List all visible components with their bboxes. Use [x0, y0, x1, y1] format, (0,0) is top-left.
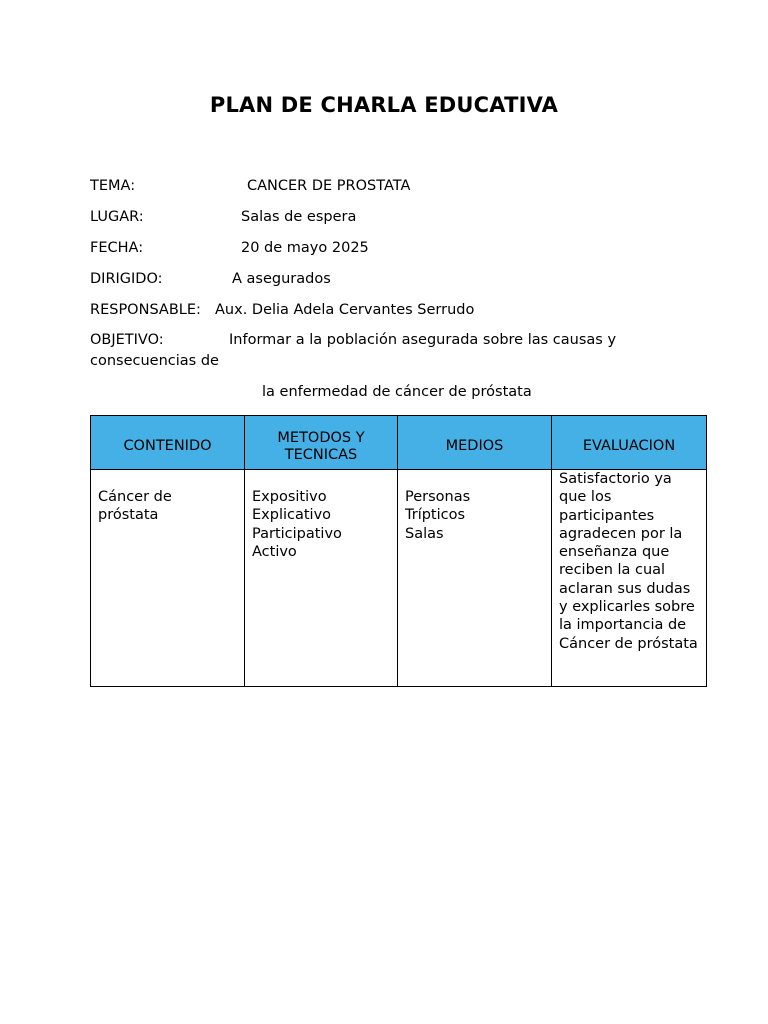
field-label: TEMA:: [90, 178, 136, 194]
cell-line: Trípticos: [405, 507, 466, 524]
objective-line3: la enfermedad de cáncer de próstata: [262, 384, 532, 400]
document-title: PLAN DE CHARLA EDUCATIVA: [209, 93, 559, 117]
field-label: DIRIGIDO:: [90, 271, 163, 287]
field-objetivo: [90, 330, 650, 372]
field-value: CANCER DE PROSTATA: [247, 178, 411, 194]
cell-line: Cáncer de: [98, 489, 172, 505]
table-row: [91, 470, 707, 687]
field-label: OBJETIVO:: [90, 332, 164, 348]
cell-contenido: [91, 470, 245, 687]
cell-metodos: [245, 470, 398, 687]
header-evaluacion: EVALUACION: [552, 416, 707, 470]
cell-line: Explicativo: [252, 507, 332, 524]
field-label: FECHA:: [90, 240, 144, 256]
evaluation-text: Satisfactorio ya que los participantes agradecen por la enseñanza que reciben la cual aclaran sus dudas y explicarles sobre la importancia de Cáncer de próstata: [559, 471, 698, 652]
field-value: Salas de espera: [241, 209, 357, 225]
field-label: LUGAR:: [90, 209, 144, 225]
field-value: A asegurados: [232, 271, 331, 287]
field-value: 20 de mayo 2025: [241, 240, 369, 256]
cell-line: Activo: [252, 543, 297, 560]
objective-line2: consecuencias de: [90, 353, 219, 369]
cell-medios: [398, 470, 552, 687]
plan-table: [90, 415, 707, 687]
field-value: Aux. Delia Adela Cervantes Serrudo: [215, 302, 475, 318]
header-metodos: METODOS Y TECNICAS: [245, 416, 398, 470]
cell-line: Salas: [405, 525, 444, 542]
cell-evaluacion: [552, 470, 707, 687]
cell-line: Participativo: [252, 525, 342, 542]
header-contenido: CONTENIDO: [91, 416, 245, 470]
table-header-row: [91, 416, 707, 470]
header-medios: MEDIOS: [398, 416, 552, 470]
cell-line: Personas: [405, 489, 471, 505]
cell-line: Expositivo: [252, 489, 327, 505]
objective-line1: Informar a la población asegurada sobre las causas y: [229, 332, 617, 348]
field-label: RESPONSABLE:: [90, 302, 201, 318]
cell-line: próstata: [98, 507, 159, 524]
